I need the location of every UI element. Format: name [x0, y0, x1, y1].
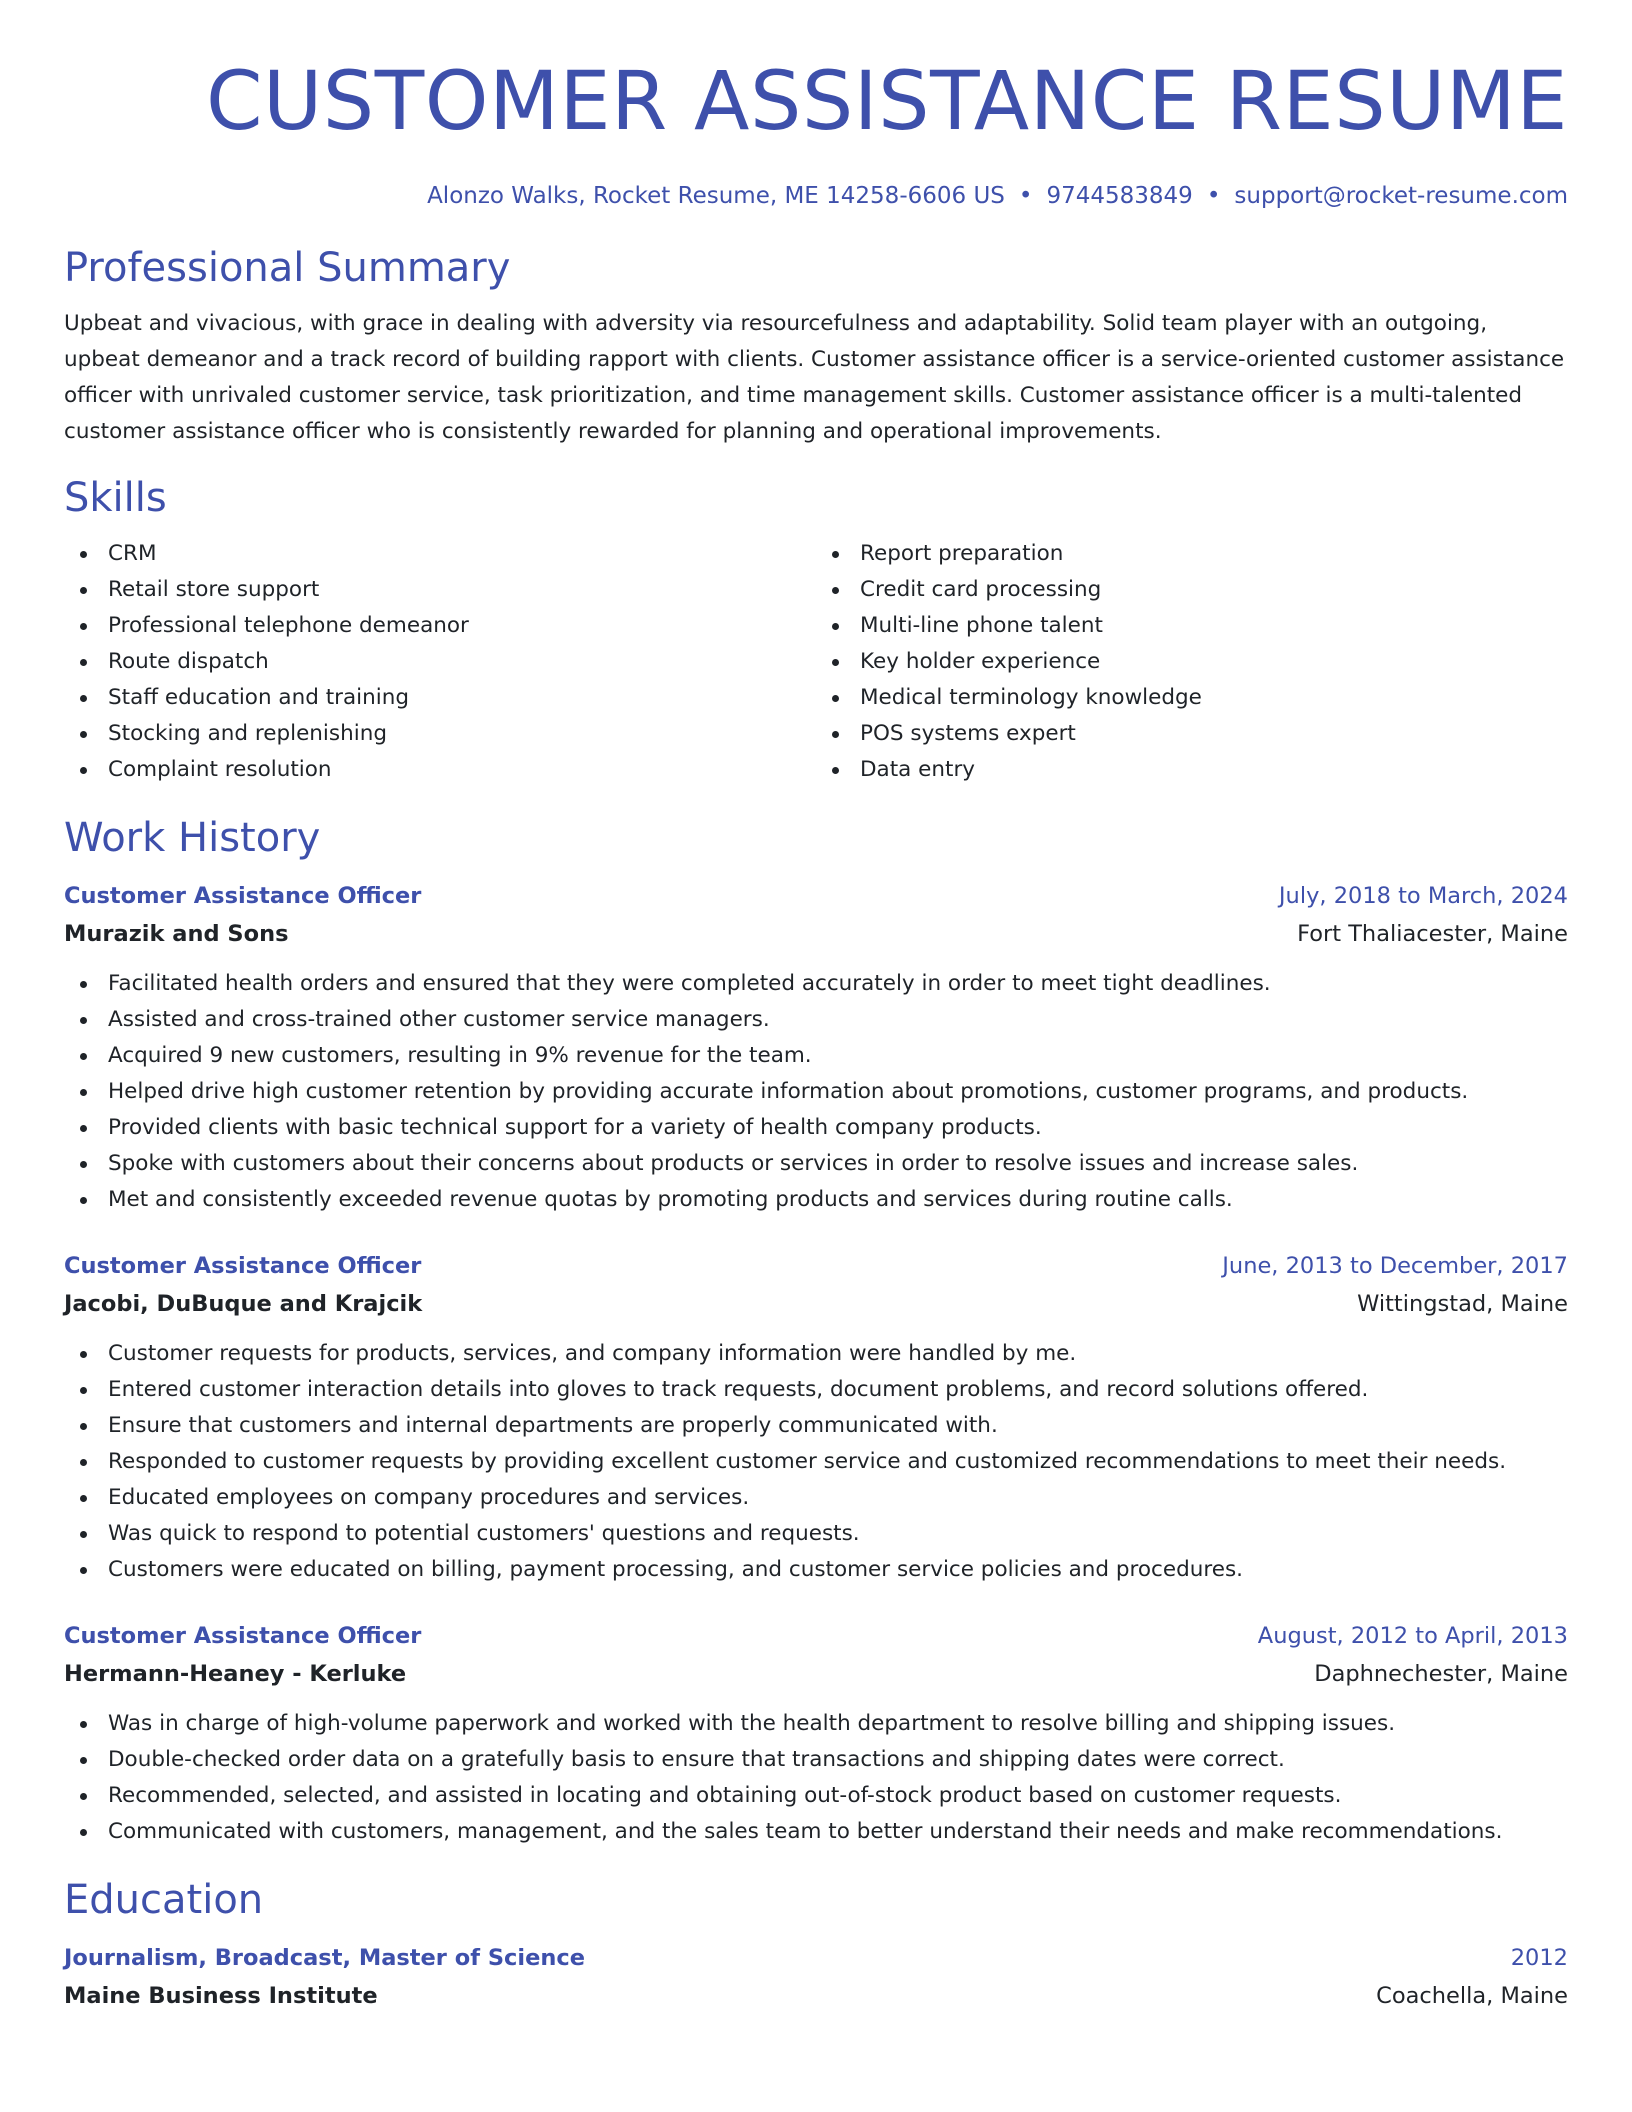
skills-section [64, 472, 1568, 788]
job-location: Fort Thaliacester, Maine [1297, 921, 1568, 947]
job-bullet: Entered customer interaction details into gloves to track requests, document problems, and record solutions offered. [64, 1372, 1568, 1408]
education-school: Maine Business Institute [64, 1983, 378, 2009]
skill-item: POS systems expert [816, 716, 1568, 752]
job-bullet: Communicated with customers, management, and the sales team to better understand their needs and make recommendations. [64, 1814, 1568, 1850]
job-header-row [64, 1248, 1568, 1284]
skill-item: Staff education and training [64, 680, 816, 716]
job-bullet: Was in charge of high-volume paperwork and worked with the health department to resolve billing and shipping issues. [64, 1706, 1568, 1742]
job-bullet: Recommended, selected, and assisted in locating and obtaining out-of-stock product based on customer requests. [64, 1778, 1568, 1814]
job-bullet: Educated employees on company procedures and services. [64, 1480, 1568, 1516]
education-entry [64, 1940, 1568, 2016]
skills-column-right [816, 536, 1568, 788]
job-bullet: Ensure that customers and internal departments are properly communicated with. [64, 1408, 1568, 1444]
education-section [64, 1874, 1568, 2016]
skill-item: Complaint resolution [64, 752, 816, 788]
job-location: Wittingstad, Maine [1357, 1291, 1568, 1317]
job-company: Hermann-Heaney - Kerluke [64, 1661, 407, 1687]
job-bullet: Acquired 9 new customers, resulting in 9% revenue for the team. [64, 1038, 1568, 1074]
skill-item: CRM [64, 536, 816, 572]
summary-text: Upbeat and vivacious, with grace in dealing with adversity via resourcefulness and adaptability. Solid team player with an outgoing, upbeat demeanor and a track record of building rapport with clients. Customer assistance officer is a service-oriented customer assistance officer with unrivaled customer service, task prioritization, and time management skills. Customer assistance officer is a multi-talented customer assistance officer who is consistently rewarded for planning and operational improvements. [64, 311, 1565, 444]
job-bullet-list [64, 1336, 1568, 1588]
education-year: 2012 [1510, 1945, 1568, 1971]
job-bullet: Met and consistently exceeded revenue quotas by promoting products and services during routine calls. [64, 1182, 1568, 1218]
work-history-section [64, 812, 1568, 1850]
job-location: Daphnechester, Maine [1314, 1661, 1568, 1687]
job-bullet: Was quick to respond to potential customers' questions and requests. [64, 1516, 1568, 1552]
job-header-row [64, 1618, 1568, 1654]
job-bullet: Helped drive high customer retention by providing accurate information about promotions, customer programs, and products. [64, 1074, 1568, 1110]
job-bullet-list [64, 1706, 1568, 1850]
job-bullet: Assisted and cross-trained other customer service managers. [64, 1002, 1568, 1038]
skill-item: Key holder experience [816, 644, 1568, 680]
skills-column-left [64, 536, 816, 788]
skill-item: Credit card processing [816, 572, 1568, 608]
job-bullet-list [64, 966, 1568, 1218]
contact-separator: • [1206, 183, 1221, 209]
skill-item: Report preparation [816, 536, 1568, 572]
job-bullet: Facilitated health orders and ensured that they were completed accurately in order to meet tight deadlines. [64, 966, 1568, 1002]
skills-grid [64, 536, 1568, 788]
contact-email: support@rocket-resume.com [1234, 183, 1568, 209]
job-bullet: Responded to customer requests by providing excellent customer service and customized recommendations to meet their needs. [64, 1444, 1568, 1480]
skill-item: Multi-line phone talent [816, 608, 1568, 644]
resume-header [64, 0, 1568, 212]
job-bullet: Customer requests for products, services, and company information were handled by me. [64, 1336, 1568, 1372]
job-company: Jacobi, DuBuque and Krajcik [64, 1291, 423, 1317]
job-bullet: Double-checked order data on a gratefully basis to ensure that transactions and shipping dates were correct. [64, 1742, 1568, 1778]
section-title-education: Education [64, 1877, 264, 1923]
job-bullet: Spoke with customers about their concerns about products or services in order to resolve issues and increase sales. [64, 1146, 1568, 1182]
job-header-row [64, 878, 1568, 914]
skill-item: Stocking and replenishing [64, 716, 816, 752]
education-school-row [64, 1976, 1568, 2016]
contact-phone: 9744583849 [1046, 183, 1193, 209]
skill-item: Route dispatch [64, 644, 816, 680]
professional-summary-section [64, 242, 1568, 450]
job-company-row [64, 1284, 1568, 1324]
job-bullet: Customers were educated on billing, payment processing, and customer service policies and procedures. [64, 1552, 1568, 1588]
job-entry [64, 878, 1568, 1218]
section-title-summary: Professional Summary [64, 245, 511, 291]
section-title-work-history: Work History [64, 815, 321, 861]
job-company: Murazik and Sons [64, 921, 289, 947]
education-location: Coachella, Maine [1376, 1983, 1568, 2009]
skill-item: Medical terminology knowledge [816, 680, 1568, 716]
job-title: Customer Assistance Officer [64, 1253, 422, 1279]
job-title: Customer Assistance Officer [64, 1623, 422, 1649]
section-title-skills: Skills [64, 475, 167, 521]
skill-item: Retail store support [64, 572, 816, 608]
job-title: Customer Assistance Officer [64, 883, 422, 909]
job-company-row [64, 914, 1568, 954]
contact-address: Alonzo Walks, Rocket Resume, ME 14258-6606 US [427, 183, 1005, 209]
job-dates: August, 2012 to April, 2013 [1257, 1623, 1568, 1649]
skill-item: Data entry [816, 752, 1568, 788]
education-degree: Journalism, Broadcast, Master of Science [64, 1945, 585, 1971]
skill-item: Professional telephone demeanor [64, 608, 816, 644]
job-dates: June, 2013 to December, 2017 [1222, 1253, 1568, 1279]
job-entry [64, 1618, 1568, 1850]
job-dates: July, 2018 to March, 2024 [1278, 883, 1568, 909]
contact-line [64, 180, 1568, 212]
education-header-row [64, 1940, 1568, 1976]
resume-title: CUSTOMER ASSISTANCE RESUME [205, 55, 1568, 149]
contact-separator: • [1018, 183, 1033, 209]
job-bullet: Provided clients with basic technical support for a variety of health company products. [64, 1110, 1568, 1146]
job-entry [64, 1248, 1568, 1588]
job-company-row [64, 1654, 1568, 1694]
